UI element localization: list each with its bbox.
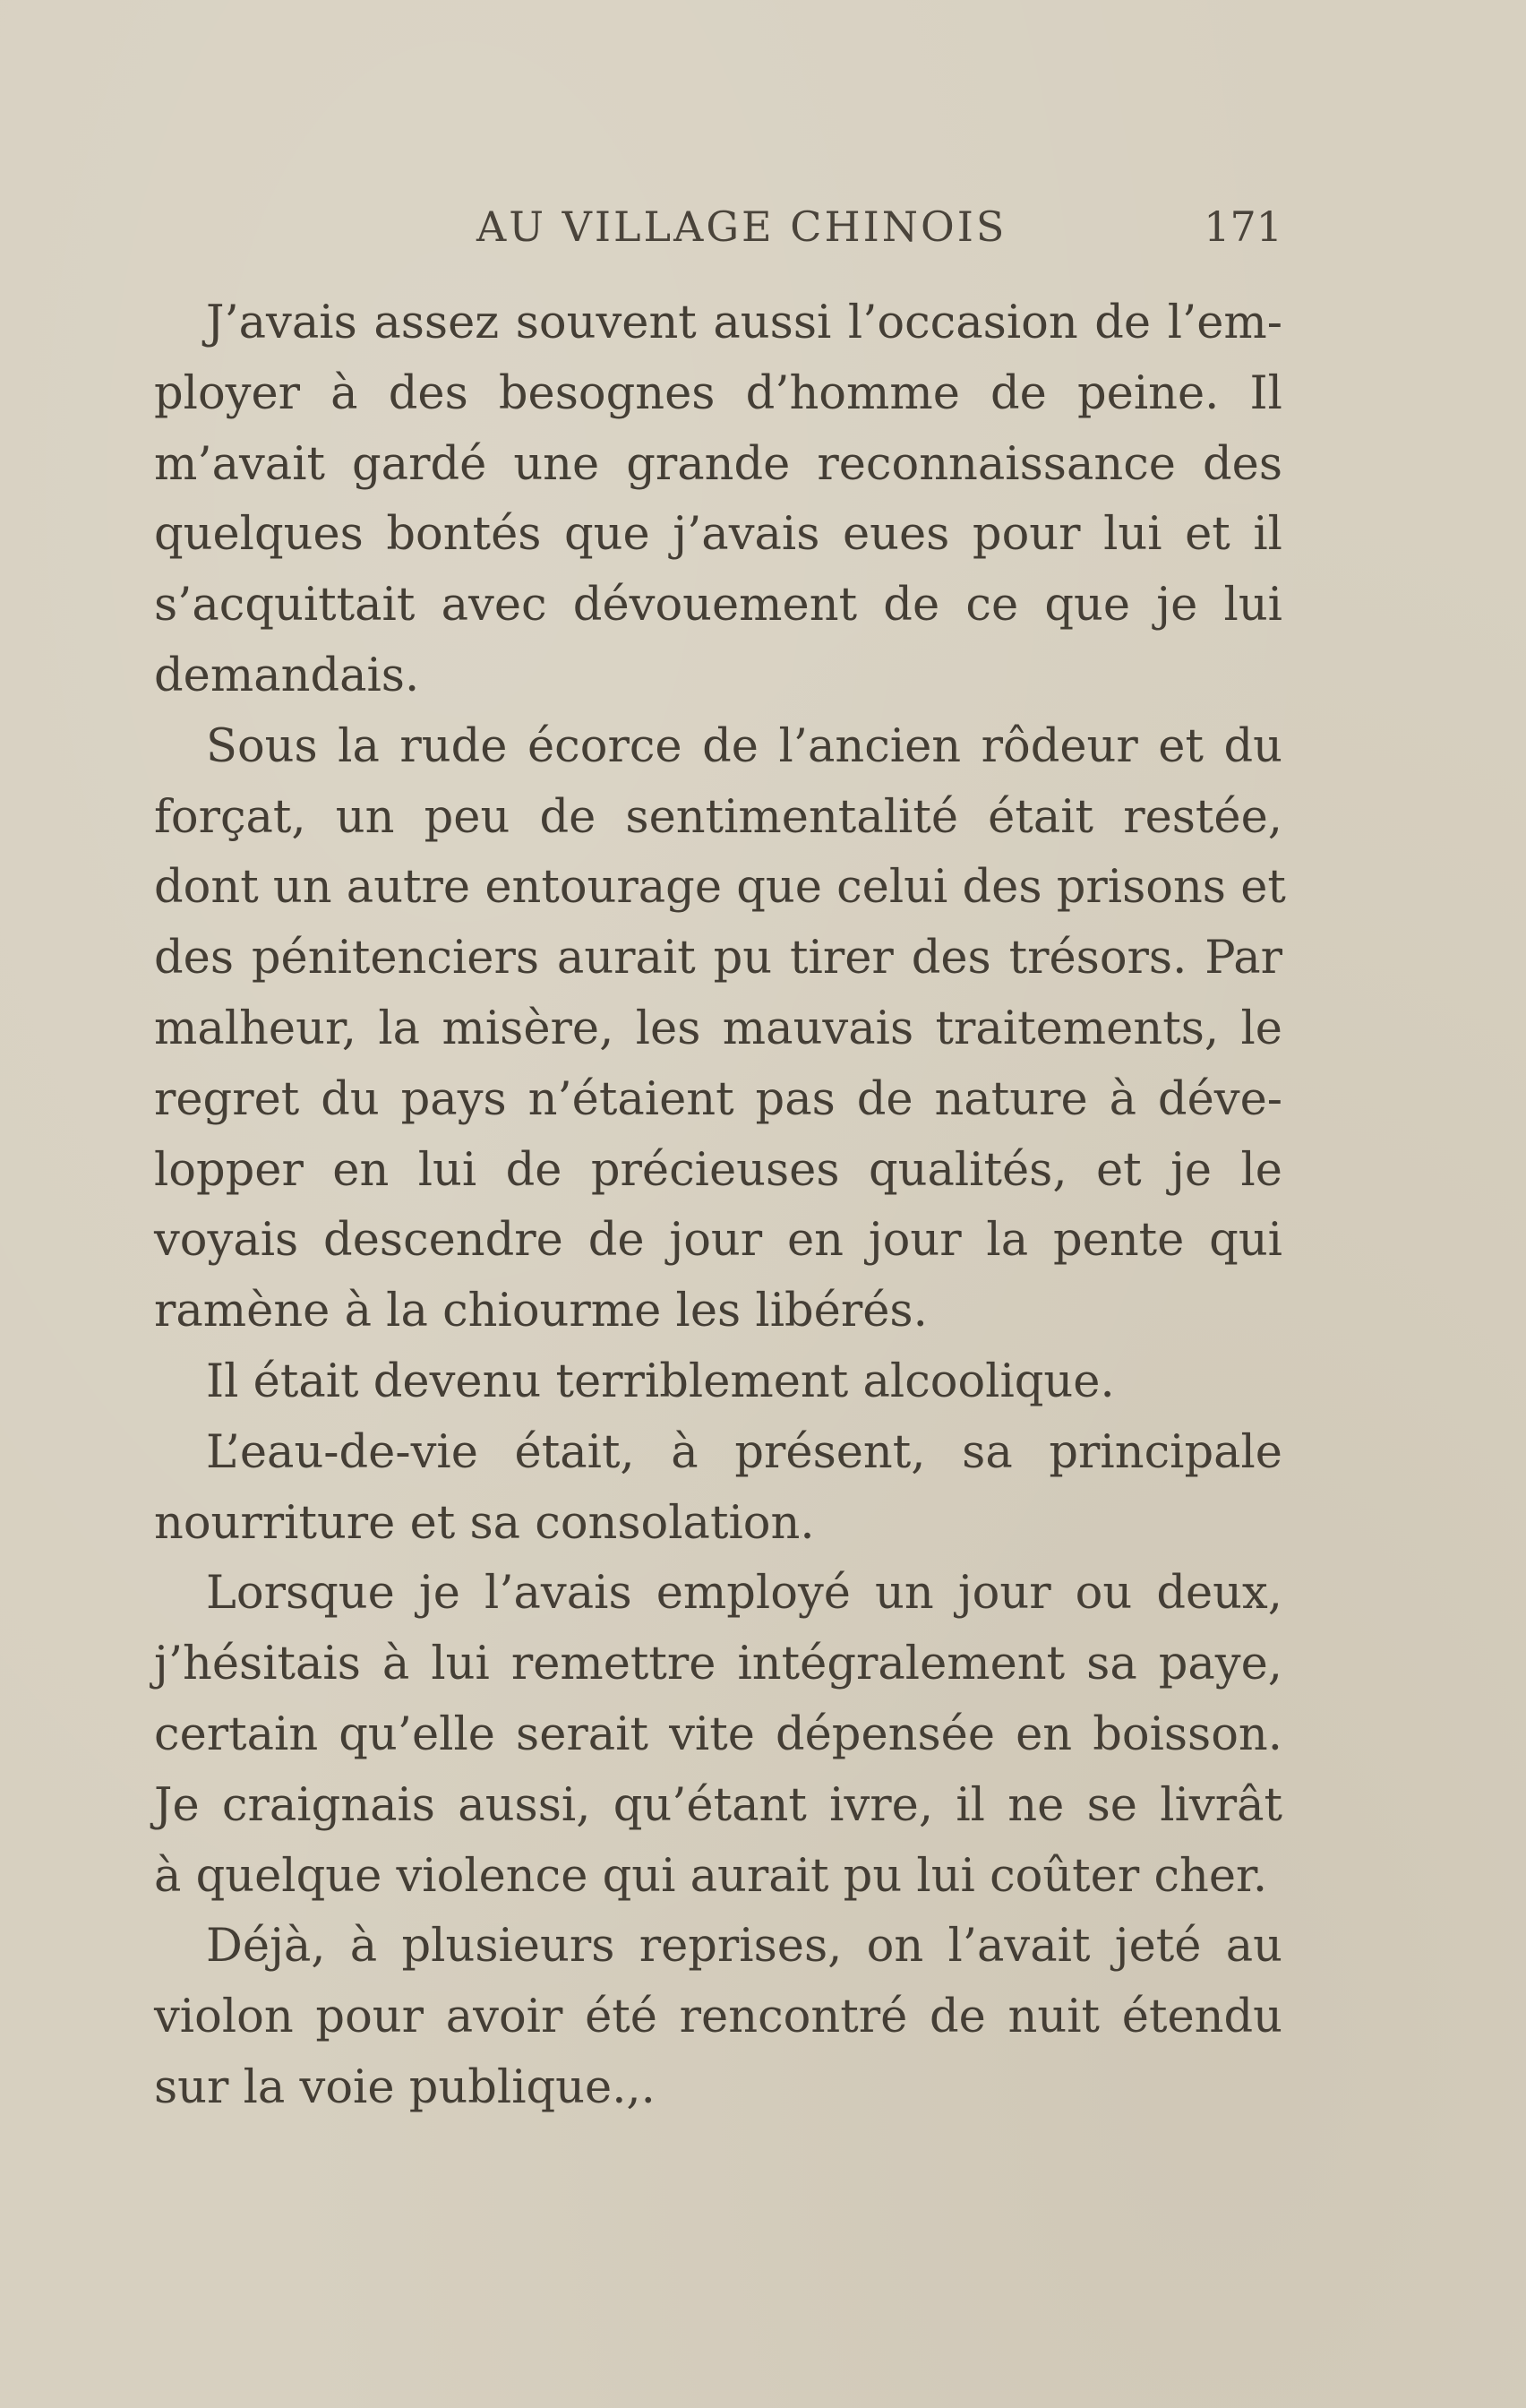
text-line: certain qu’elle serait vite dépensée en boisson. [154,1707,1282,1761]
text-line: ramène à la chiourme les libérés. [154,1285,928,1338]
text-line: sur la voie publique.,. [154,2060,656,2114]
text-line: demandais. [154,649,420,702]
text-line: à quelque violence qui aurait pu lui coûter cher. [154,1849,1268,1903]
text-line: forçat, un peu de sentimentalité était restée, [154,790,1282,844]
running-title: AU VILLAGE CHINOIS [476,202,1007,251]
text-line: quelques bontés que j’avais eues pour lui et il [154,508,1282,562]
text-line: voyais descendre de jour en jour la pente qui [154,1214,1282,1268]
body-text [154,288,1286,2124]
text-line: J’avais assez souvent aussi l’occasion de l’em- [206,297,1282,349]
text-line: Déjà, à plusieurs reprises, on l’avait jeté au [206,1920,1282,1974]
text-line: m’avait gardé une grande reconnaissance des [154,437,1282,491]
text-line: des pénitenciers aurait pu tirer des trésors. Par [154,932,1282,985]
text-line: lopper en lui de précieuses qualités, et je le [154,1143,1282,1197]
text-line: Sous la rude écorce de l’ancien rôdeur et du [206,719,1282,773]
text-line: regret du pays n’étaient pas de nature à déve- [154,1072,1282,1126]
text-line: nourriture et sa consolation. [154,1496,815,1550]
text-line: dont un autre entourage que celui des prisons et [154,861,1286,915]
text-line: L’eau-de-vie était, à présent, sa principale [206,1425,1282,1479]
page-number: 171 [1204,202,1282,251]
text-line: malheur, la misère, les mauvais traitements, le [154,1002,1282,1055]
text-line: violon pour avoir été rencontré de nuit étendu [154,1991,1282,2044]
text-line: Je craignais aussi, qu’étant ivre, il ne se livrât [154,1778,1282,1832]
text-line: s’acquittait avec dévouement de ce que je lui [154,579,1282,632]
text-line: Lorsque je l’avais employé un jour ou deux, [206,1567,1282,1621]
text-line: j’hésitais à lui remettre intégralement sa paye, [154,1638,1282,1691]
text-line: Il était devenu terriblement alcoolique. [206,1354,1115,1408]
text-line: ployer à des besognes d’homme de peine. Il [154,366,1282,420]
running-head [154,202,1282,256]
